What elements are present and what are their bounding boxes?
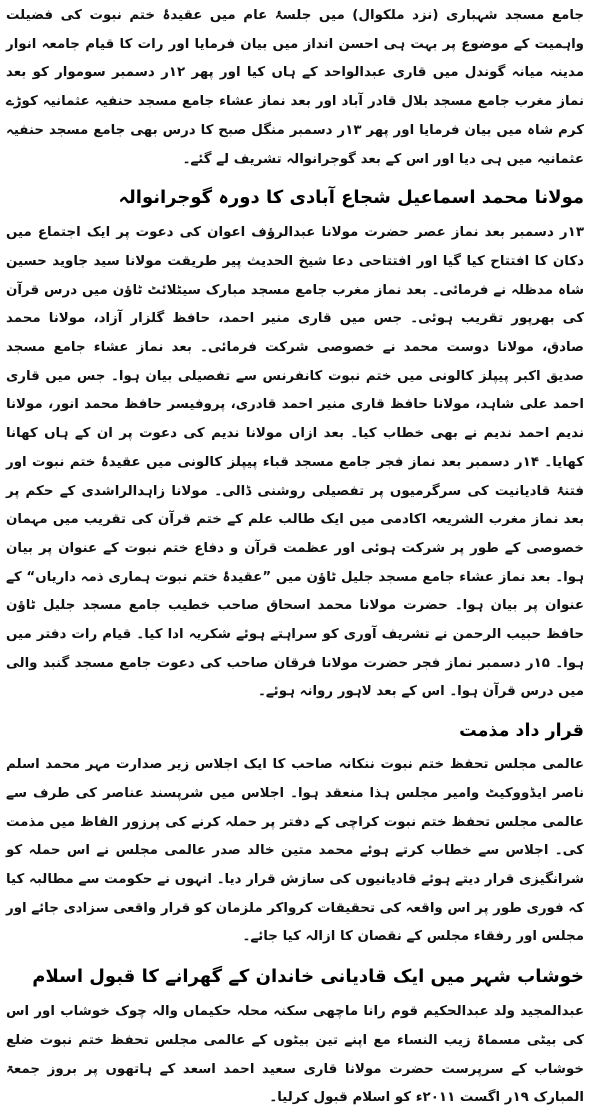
section-heading-conversion: خوشاب شہر میں ایک قادیانی خاندان کے گھرانے کا قبول اسلام — [32, 966, 584, 988]
resolution-paragraph: عالمی مجلس تحفظ ختم نبوت ننکانہ صاحب کا ایک اجلاس زیر صدارت مہر محمد اسلم ناصر ایڈووکیٹ وامیر مجلس ہذا منعقد ہوا۔ اجلاس میں شرپسند عناصر کی طرف سے عالمی مجلس تحفظ ختم نبوت کراچی کے دفتر پر حملہ کرنے کی پرزور الفاظ میں مذمت کی۔ اجلاس سے خطاب کرتے ہوئے محمد متین خالد صدر عالمی مجلس نے اس حملہ کو شرانگیزی قرار دیتے ہوئے قادیانیوں کی سازش قرار دیا۔ انہوں نے حکومت سے مطالبہ کیا کہ فوری طور پر اس واقعہ کی تحقیقات کرواکر ملزمان کو قرار واقعی سزادی جائے اور مجلس اور رفقاء مجلس کے نقصان کا ازالہ کیا جائے۔ — [6, 757, 584, 945]
tour-paragraph: ۱۳ر دسمبر بعد نماز عصر حضرت مولانا عبدالرؤف اعوان کی دعوت پر ایک اجتماع میں دکان کا افتتاح کیا گیا اور افتتاحی دعا شیخ الحدیث پیر طریقت مولانا سید جاوید حسین شاہ مدظلہ نے فرمائی۔ بعد نماز مغرب جامع مسجد مبارک سیٹلائٹ ٹاؤن میں درس قرآن کی بھرپور تقریب ہوئی۔ جس میں قاری منیر احمد، حافظ گلزار آزاد، مولانا محمد صادق، مولانا دوست محمد نے خصوصی شرکت فرمائی۔ بعد نماز عشاء جامع مسجد صدیق اکبر پیپلز کالونی میں ختم نبوت کانفرنس سے تفصیلی بیان ہوا۔ جس میں قاری احمد علی شاہد، مولانا حافظ قاری منیر احمد قادری، پروفیسر حافظ محمد انور، مولانا ندیم احمد ندیم نے بھی خطاب کیا۔ بعد ازاں مولانا ندیم کی دعوت پر ان کے ہاں کھانا کھایا۔ ۱۴ر دسمبر بعد نماز فجر جامع مسجد قباء پیپلز کالونی میں عقیدۂ ختم نبوت اور فتنۂ قادیانیت کی سرگرمیوں پر تفصیلی روشنی ڈالی۔ مولانا زاہدالراشدی کے حکم پر بعد نماز مغرب الشریعہ اکادمی میں ایک طالب علم کے ختم قرآن کی تقریب میں مہمان خصوصی کے طور پر شرکت ہوئی اور عظمت قرآن و دفاع ختم نبوت کے عنوان پر بیان ہوا۔ بعد نماز عشاء جامع مسجد جلیل ٹاؤن میں ”عقیدۂ ختم نبوت ہماری ذمہ داریاں“ کے عنوان پر بیان ہوا۔ حضرت مولانا محمد اسحاق صاحب خطیب جامع مسجد جلیل ٹاؤن حافظ حبیب الرحمن نے تشریف آوری کو سراہتے ہوئے شکریہ ادا کیا۔ قیام رات دفتر میں ہوا۔ ۱۵ر دسمبر نماز فجر حضرت مولانا فرقان صاحب کی دعوت جامع مسجد گنبد والی میں درس قرآن ہوا۔ اس کے بعد لاہور روانہ ہوئے۔ — [6, 225, 584, 700]
conversion-paragraph: عبدالمجید ولد عبدالحکیم قوم رانا ماچھی سکنہ محلہ حکیماں والہ چوک خوشاب اور اس کی بیٹی مسماۃ زیب النساء مع اپنے تین بیٹوں کے عالمی مجلس تحفظ ختم نبوت ضلع خوشاب کے سرپرست حضرت مولانا قاری سعید احمد اسعد کے ہاتھوں پر بروز جمعۃ المبارک ۱۹ر اگست ۲۰۱۱ء کو اسلام قبول کرلیا۔ — [6, 1004, 584, 1106]
section-heading-resolution: قرار داد مذمت — [459, 721, 584, 742]
intro-paragraph: جامع مسجد شہباری (نزد ملکوال) میں جلسۂ عام میں عقیدۂ ختم نبوت کی فضیلت واہمیت کے موضوع پر بہت ہی احسن انداز میں بیان فرمایا اور رات کا قیام جامعہ انوار مدینہ میانہ گوندل میں قاری عبدالواحد کے ہاں کیا اور پھر ۱۲ر دسمبر سوموار کو بعد نماز مغرب جامع مسجد بلال قادر آباد اور بعد نماز عشاء جامع مسجد حنفیہ عثمانیہ کوڑے کرم شاہ میں بیان فرمایا اور پھر ۱۳ر دسمبر منگل صبح کا درس بھی جامع مسجد حنفیہ عثمانیہ میں ہی دیا اور اس کے بعد گوجرانوالہ تشریف لے گئے۔ — [6, 8, 584, 167]
section-heading-tour: مولانا محمد اسماعیل شجاع آبادی کا دورہ گوجرانوالہ — [118, 187, 584, 209]
